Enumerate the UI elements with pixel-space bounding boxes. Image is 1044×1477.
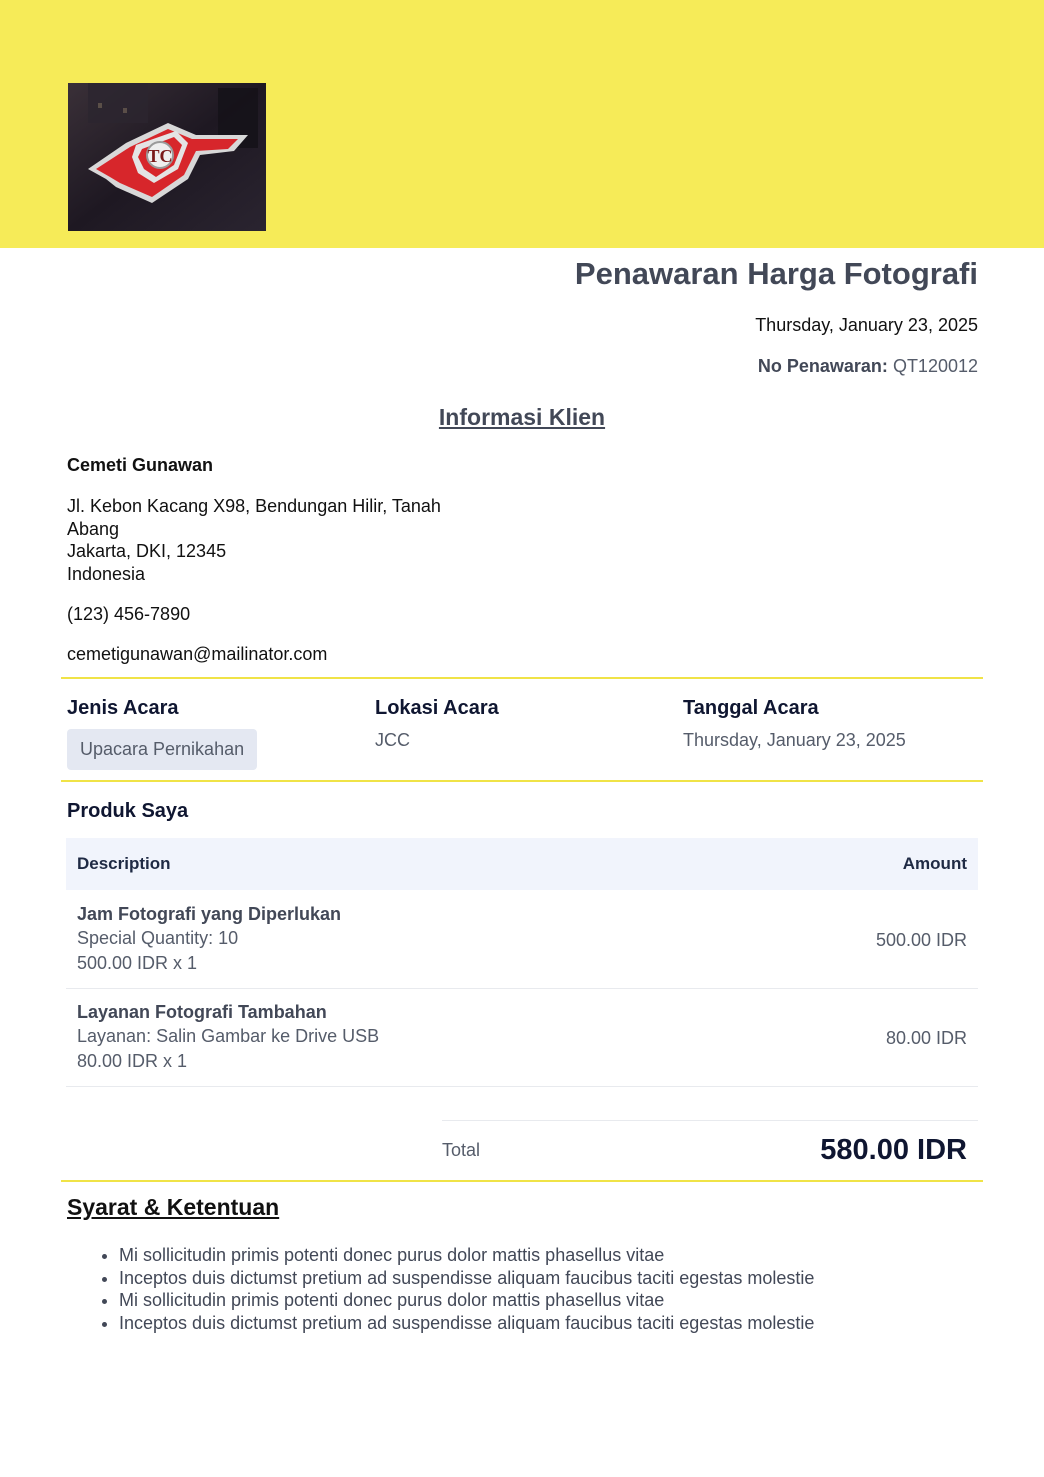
total-value: 580.00 IDR <box>820 1134 967 1166</box>
list-item: • Inceptos duis dictumst pretium ad suspendisse aliquam faucibus taciti egestas molestie <box>119 1312 967 1335</box>
event-location-value: JCC <box>375 730 410 750</box>
page-title: Penawaran Harga Fotografi <box>574 256 978 291</box>
terms-section-title: Syarat & Ketentuan <box>67 1194 280 1220</box>
column-header-amount: Amount <box>902 854 967 873</box>
event-location-label: Lokasi Acara <box>375 697 499 719</box>
divider <box>61 1180 983 1182</box>
client-address <box>67 495 487 585</box>
products-section-title: Produk Saya <box>67 800 189 822</box>
event-date-value: Thursday, January 23, 2025 <box>683 730 906 750</box>
quote-date: Thursday, January 23, 2025 <box>755 315 978 335</box>
event-type-badge: Upacara Pernikahan <box>67 729 257 770</box>
event-type <box>67 697 257 770</box>
divider <box>61 780 983 782</box>
event-date-label: Tanggal Acara <box>683 697 819 719</box>
client-address-line: Indonesia <box>67 563 146 584</box>
item-price-line: 500.00 IDR x 1 <box>77 953 198 973</box>
ttc-logo-icon <box>68 83 266 231</box>
item-amount: 500.00 IDR <box>875 930 967 950</box>
total-label: Total <box>442 1140 481 1160</box>
client-section-title: Informasi Klien <box>438 404 606 430</box>
client-name: Cemeti Gunawan <box>67 455 214 475</box>
client-phone: (123) 456-7890 <box>67 604 191 624</box>
list-item: • Mi sollicitudin primis potenti donec purus dolor mattis phasellus vitae <box>119 1289 967 1312</box>
total-divider <box>442 1120 978 1121</box>
item-price-line: 80.00 IDR x 1 <box>77 1051 188 1071</box>
quote-number <box>758 356 978 377</box>
item-title: Layanan Fotografi Tambahan <box>77 1002 327 1022</box>
client-address-line: Jl. Kebon Kacang X98, Bendungan Hilir, Tanah Abang <box>67 496 441 539</box>
column-header-description: Description <box>77 854 171 873</box>
table-row <box>66 988 978 1087</box>
svg-text:TC: TC <box>147 146 173 166</box>
company-logo <box>68 83 266 231</box>
client-email: cemetigunawan@mailinator.com <box>67 644 328 664</box>
divider <box>61 677 983 679</box>
quote-number-label: No Penawaran: <box>757 356 888 376</box>
client-address-line: Jakarta, DKI, 12345 <box>67 541 227 561</box>
event-type-label: Jenis Acara <box>67 697 179 719</box>
terms-list <box>67 1244 967 1334</box>
list-item: • Mi sollicitudin primis potenti donec purus dolor mattis phasellus vitae <box>119 1244 967 1267</box>
quote-number-value: QT120012 <box>892 356 978 376</box>
item-title: Jam Fotografi yang Diperlukan <box>77 904 342 924</box>
event-location <box>375 697 499 751</box>
item-detail: Special Quantity: 10 <box>77 928 239 948</box>
event-date <box>683 697 906 751</box>
item-amount: 80.00 IDR <box>885 1028 967 1048</box>
item-detail: Layanan: Salin Gambar ke Drive USB <box>77 1026 380 1046</box>
list-item: • Inceptos duis dictumst pretium ad suspendisse aliquam faucibus taciti egestas molestie <box>119 1267 967 1290</box>
table-header <box>66 838 978 890</box>
table-row <box>66 890 978 989</box>
